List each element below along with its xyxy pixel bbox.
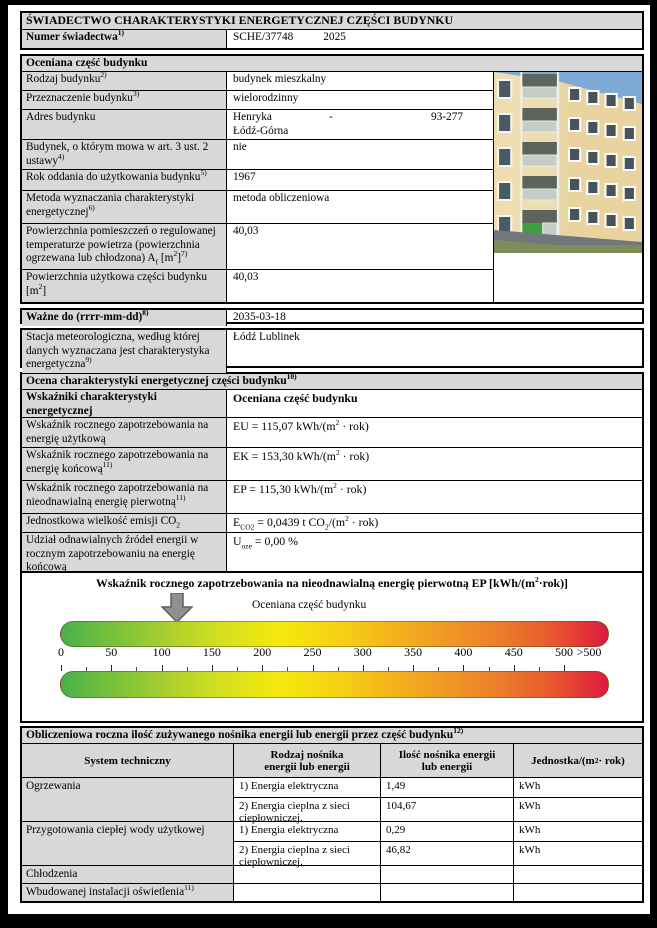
building-photo (494, 72, 642, 253)
consumption-table (22, 744, 642, 901)
row-label-pow-uzytkowa: Powierzchnia użytkowa części budynku $[m^2]$ (22, 270, 227, 302)
address-postal-code: 93-277 (430, 111, 463, 123)
row-label-rodzaj: Rodzaj budynku$^{2)}$ (22, 72, 227, 91)
heating-carrier-2: 2) Energia cieplna z sieci ciepłowniczej. (234, 798, 381, 822)
weather-station-value: Łódź Lublinek (233, 331, 300, 343)
row-label-rok: Rok oddania do użytkowania budynku$^{5)}$ (22, 170, 227, 191)
scale-tick-label: 250 (303, 645, 322, 659)
heating-unit-1: kWh (514, 778, 642, 798)
building-section (20, 54, 644, 304)
building-table (22, 72, 642, 302)
hot-water-carrier-2: 2) Energia cieplna z sieci ciepłowniczej. (234, 842, 381, 866)
ep-scale-bar-top (60, 621, 609, 647)
hot-water-amount-1: 0,29 (381, 822, 514, 842)
certificate-page (8, 5, 650, 914)
row-value-pow-uzytkowa: 40,03 (227, 270, 494, 302)
scale-tick-label: 0 (58, 645, 64, 659)
weather-station-label: Stacja meteorologiczna, według której danych wyznaczana jest charakterystyka energetyczna$^{9)}$ (22, 330, 227, 373)
valid-until-value: 2035-03-18 (233, 311, 286, 323)
col-header-carrier: Rodzaj nośnika energii lub energii (234, 744, 381, 778)
hot-water-carrier-1: 1) Energia elektryczna (234, 822, 381, 842)
scale-tick-label: 500 (555, 645, 573, 659)
hot-water-unit-2: kWh (514, 842, 642, 866)
consumption-header: Obliczeniowa roczna ilość zużywanego nośnika energii lub energii przez część budynku$^{12)}$ (22, 728, 642, 744)
indicator-value-oze: $U_{oze} = 0,00$ % (233, 534, 298, 551)
system-cooling: Chłodzenia (22, 866, 234, 884)
scale-tick-label: 350 (404, 645, 423, 659)
col-header-unit: Jednostka/(m 2 · rok) (514, 744, 642, 778)
address-street: Henryka (233, 111, 272, 123)
hot-water-unit-1: kWh (514, 822, 642, 842)
row-label-przeznaczenie: Przeznaczenie budynku$^{3)}$ (22, 91, 227, 110)
row-value-przeznaczenie: wielorodzinny (227, 91, 494, 110)
row-label-metoda: Metoda wyznaczania charakterystyki energetycznej$^{6)}$ (22, 191, 227, 224)
certificate-number-year: 2025 (323, 31, 346, 43)
hot-water-amount-2: 46,82 (381, 842, 514, 866)
indicator-value-ep: EP = 115,30 kWh/$(m^2 \cdot rok)$ (227, 481, 642, 514)
row-label-adres: Adres budynku (22, 110, 227, 140)
system-hot-water: Przygotowania ciepłej wody użytkowej (22, 822, 234, 866)
ep-arrow (161, 593, 193, 623)
cooling-amount (381, 866, 514, 884)
indicator-label-ep: Wskaźnik rocznego zapotrzebowania na nieodnawialną energię pierwotną$^{11)}$ (22, 481, 227, 514)
row-value-adres (227, 110, 494, 140)
scale-tick-label: 150 (202, 645, 221, 659)
certificate-number-row (22, 30, 642, 48)
lighting-carrier (234, 884, 381, 901)
lighting-amount (381, 884, 514, 901)
energy-rating-header: Ocena charakterystyki energetycznej części budynku$^{10)}$ (22, 374, 642, 390)
scale-tick-label: 450 (504, 645, 523, 659)
certificate-document (20, 11, 644, 903)
heating-amount-2: 104,67 (381, 798, 514, 822)
row-value-rodzaj: budynek mieszkalny (227, 72, 494, 91)
indicator-value-co2: $E_{CO2} = 0,0439$ t $CO_2/(m^2 \cdot rok)$ (227, 514, 642, 533)
ep-arrow-label: Oceniana część budynku (252, 599, 367, 611)
title-block (20, 11, 644, 50)
energy-rating-section (20, 372, 644, 573)
certificate-number-value-cell (227, 30, 642, 48)
system-lighting: Wbudowanej instalacji oświetlenia$^{11)}$ (22, 884, 234, 901)
indicator-label-ek: Wskaźnik rocznego zapotrzebowania na energię końcową$^{11)}$ (22, 448, 227, 481)
heating-carrier-1: 1) Energia elektryczna (234, 778, 381, 798)
heating-amount-1: 1,49 (381, 778, 514, 798)
scale-ticks (22, 646, 646, 671)
col-header-system: System techniczny (22, 744, 234, 778)
valid-until-row (20, 308, 644, 324)
energy-indicators-table (22, 390, 642, 571)
scale-tick-label: 100 (152, 645, 171, 659)
row-value-metoda: metoda obliczeniowa (227, 191, 494, 224)
cooling-carrier (234, 866, 381, 884)
indicator-value-ek: EK = 153,30 kWh/$(m^2 \cdot rok)$ (227, 448, 642, 481)
address-city: Łódź-Górna (233, 124, 289, 137)
weather-station-row (20, 328, 644, 368)
lighting-unit (514, 884, 642, 901)
valid-until-label: Ważne do (rrrr-mm-dd)$^{8)}$ (22, 310, 227, 326)
building-section-header: Oceniana część budynku (22, 56, 642, 72)
certificate-number-label: Numer świadectwa$^{1)}$ (22, 30, 227, 48)
heating-unit-2: kWh (514, 798, 642, 822)
indicator-value-eu: EU = 115,07 kWh/$(m^2 \cdot rok)$ (227, 418, 642, 448)
row-value-rok: 1967 (227, 170, 494, 191)
certificate-number-value: SCHE/37748 (233, 31, 294, 43)
scale-tick-label: 50 (105, 645, 118, 659)
indicator-label-oze: Udział odnawialnych źródeł energii w rocznym zapotrzebowaniu na energię końcową (22, 533, 227, 571)
ep-scale-title: Wskaźnik rocznego zapotrzebowania na nieodnawialną energię pierwotną EP $[kWh/(m^2\cdot rok)]$ (96, 575, 568, 590)
row-value-art3: nie (227, 140, 494, 170)
indicators-column-label: Wskaźniki charakterystyki energetycznej (22, 390, 227, 418)
scale-tick-label: 400 (454, 645, 473, 659)
row-value-pow-regulowana: 40,03 (227, 224, 494, 270)
row-label-pow-regulowana: Powierzchnia pomieszczeń o regulowanej temperaturze powietrza (powierzchnia ogrzewana lub chłodzona) $A_f$ $[m^2]^{7)}$ (22, 224, 227, 270)
scale-tick-label: >500 (576, 645, 602, 659)
scale-tick-label: 300 (353, 645, 372, 659)
indicator-label-eu: Wskaźnik rocznego zapotrzebowania na energię użytkową (22, 418, 227, 448)
certificate-title: ŚWIADECTWO CHARAKTERYSTYKI ENERGETYCZNEJ CZĘŚCI BUDYNKU (22, 13, 642, 30)
ep-scale-bar-bottom (60, 671, 609, 698)
cooling-unit (514, 866, 642, 884)
address-line1 (233, 111, 487, 125)
ep-scale-box (20, 573, 644, 723)
scale-tick-label: 200 (253, 645, 272, 659)
system-heating: Ogrzewania (22, 778, 234, 822)
address-dash: - (329, 111, 333, 123)
indicator-label-co2: Jednostkowa wielkość emisji $CO_2$ (22, 514, 227, 533)
building-photo-cell (494, 72, 642, 302)
indicators-column-value: Oceniana część budynku (227, 390, 642, 418)
row-label-art3: Budynek, o którym mowa w art. 3 ust. 2 ustawy$^{4)}$ (22, 140, 227, 170)
ep-arrow-icon (161, 593, 193, 623)
consumption-section (20, 726, 644, 903)
col-header-amount: Ilość nośnika energii lub energii (381, 744, 514, 778)
